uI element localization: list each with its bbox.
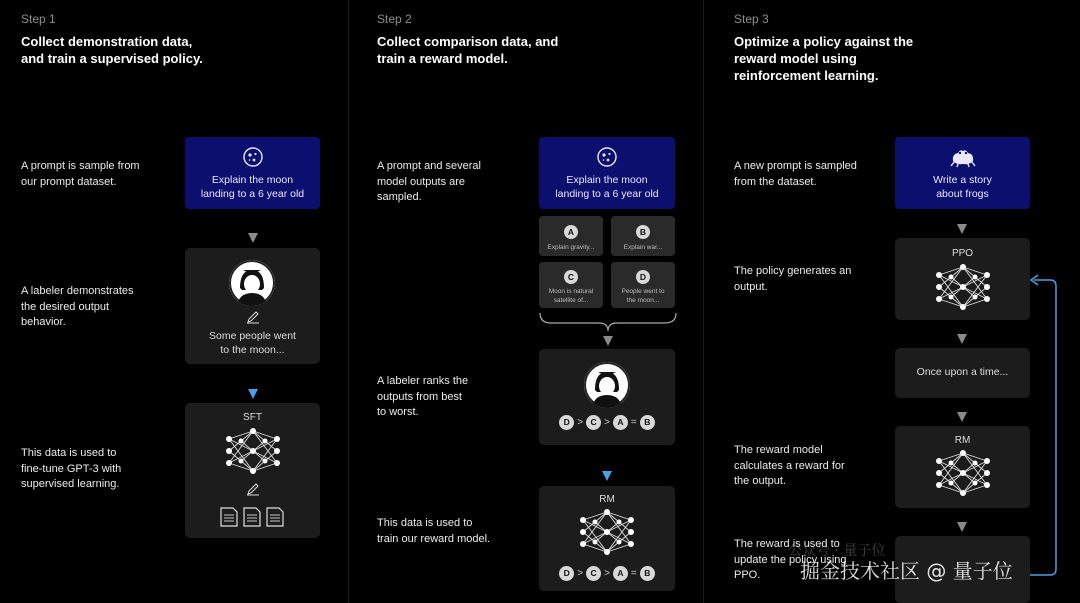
step1-desc-prompt: A prompt is sample from our prompt dataset. [21, 160, 140, 188]
step2-column [349, 0, 703, 603]
moon-icon [242, 146, 264, 168]
neural-network-icon [933, 449, 993, 497]
step3-rm-card [895, 426, 1030, 508]
step2-desc-data: This data is used to train our reward model. [377, 517, 491, 545]
sft-label: SFT [243, 412, 262, 423]
option-card-c: C Moon is natural satellite of... [539, 262, 603, 308]
neural-network-icon [577, 508, 637, 556]
step1-prompt-card: Explain the moon landing to a 6 year old [185, 137, 320, 209]
step3-desc-update: The reward is used to update the policy using PPO. [734, 538, 847, 581]
step3-output-card [895, 348, 1030, 398]
feedback-loop-arrow [1030, 270, 1064, 590]
step1-arrow-1 [248, 233, 258, 243]
ranking-row: D > C > A = B [539, 415, 675, 430]
neural-network-icon [223, 427, 283, 475]
step3-desc-policy: The policy generates an output. [734, 265, 852, 293]
brace-connector [539, 311, 677, 347]
frog-icon [950, 146, 976, 168]
step1-sft-card [185, 403, 320, 538]
step1-labeler-card [185, 248, 320, 364]
ppo-label: PPO [951, 248, 974, 259]
step3-arrow-4 [957, 522, 967, 532]
step3-arrow-1 [957, 224, 967, 234]
step3-title: Optimize a policy against the reward model using reinforcement learning. [734, 34, 914, 83]
neural-network-icon [933, 263, 993, 311]
step3-arrow-3 [957, 412, 967, 422]
step3-policy-card [895, 238, 1030, 320]
step2-label: Step 2 [377, 12, 412, 26]
pencil-icon [246, 310, 260, 324]
pencil-icon [246, 482, 260, 496]
step2-arrow-2 [602, 471, 612, 481]
moon-icon [596, 146, 618, 168]
labeler-avatar-icon [229, 260, 275, 306]
ranking-row: D > C > A = B [539, 566, 675, 581]
step3-label: Step 3 [734, 12, 769, 26]
step1-desc-labeler: A labeler demonstrates the desired output behavior. [21, 285, 134, 328]
step1-desc-data: This data is used to fine-tune GPT-3 with supervised learning. [21, 447, 122, 490]
labeler-avatar-icon [584, 362, 630, 408]
step3-column [704, 0, 1080, 603]
step2-labeler-card [539, 349, 675, 445]
demo-output-text: Some people went to the moon... [209, 330, 296, 356]
step1-title: Collect demonstration data, and train a supervised policy. [21, 34, 203, 66]
option-card-a: A Explain gravity... [539, 216, 603, 256]
step3-prompt-card: Write a story about frogs [895, 137, 1030, 209]
watermark-faint: 公众号 · 量子位 [788, 543, 886, 559]
step2-desc-prompt: A prompt and several model outputs are sampled. [377, 160, 481, 203]
step1-column [0, 0, 348, 603]
step2-title: Collect comparison data, and train a reward model. [377, 34, 559, 66]
rm-label: RM [599, 494, 615, 505]
step3-desc-prompt: A new prompt is sampled from the dataset. [734, 160, 857, 188]
step2-rm-card [539, 486, 675, 591]
step2-desc-labeler: A labeler ranks the outputs from best to worst. [377, 375, 469, 418]
option-card-d: D People went to the moon... [611, 262, 675, 308]
step1-label: Step 1 [21, 12, 56, 26]
step2-prompt-card: Explain the moon landing to a 6 year old [539, 137, 675, 209]
watermark: 掘金技术社区 @ 量子位 [800, 559, 1013, 583]
option-card-b: B Explain war... [611, 216, 675, 256]
step3-desc-reward: The reward model calculates a reward for the output. [734, 444, 845, 487]
step1-arrow-2 [248, 389, 258, 399]
rm-label: RM [954, 435, 971, 446]
policy-output-text: Once upon a time... [916, 366, 1009, 378]
documents-icon [219, 507, 287, 527]
step3-arrow-2 [957, 334, 967, 344]
